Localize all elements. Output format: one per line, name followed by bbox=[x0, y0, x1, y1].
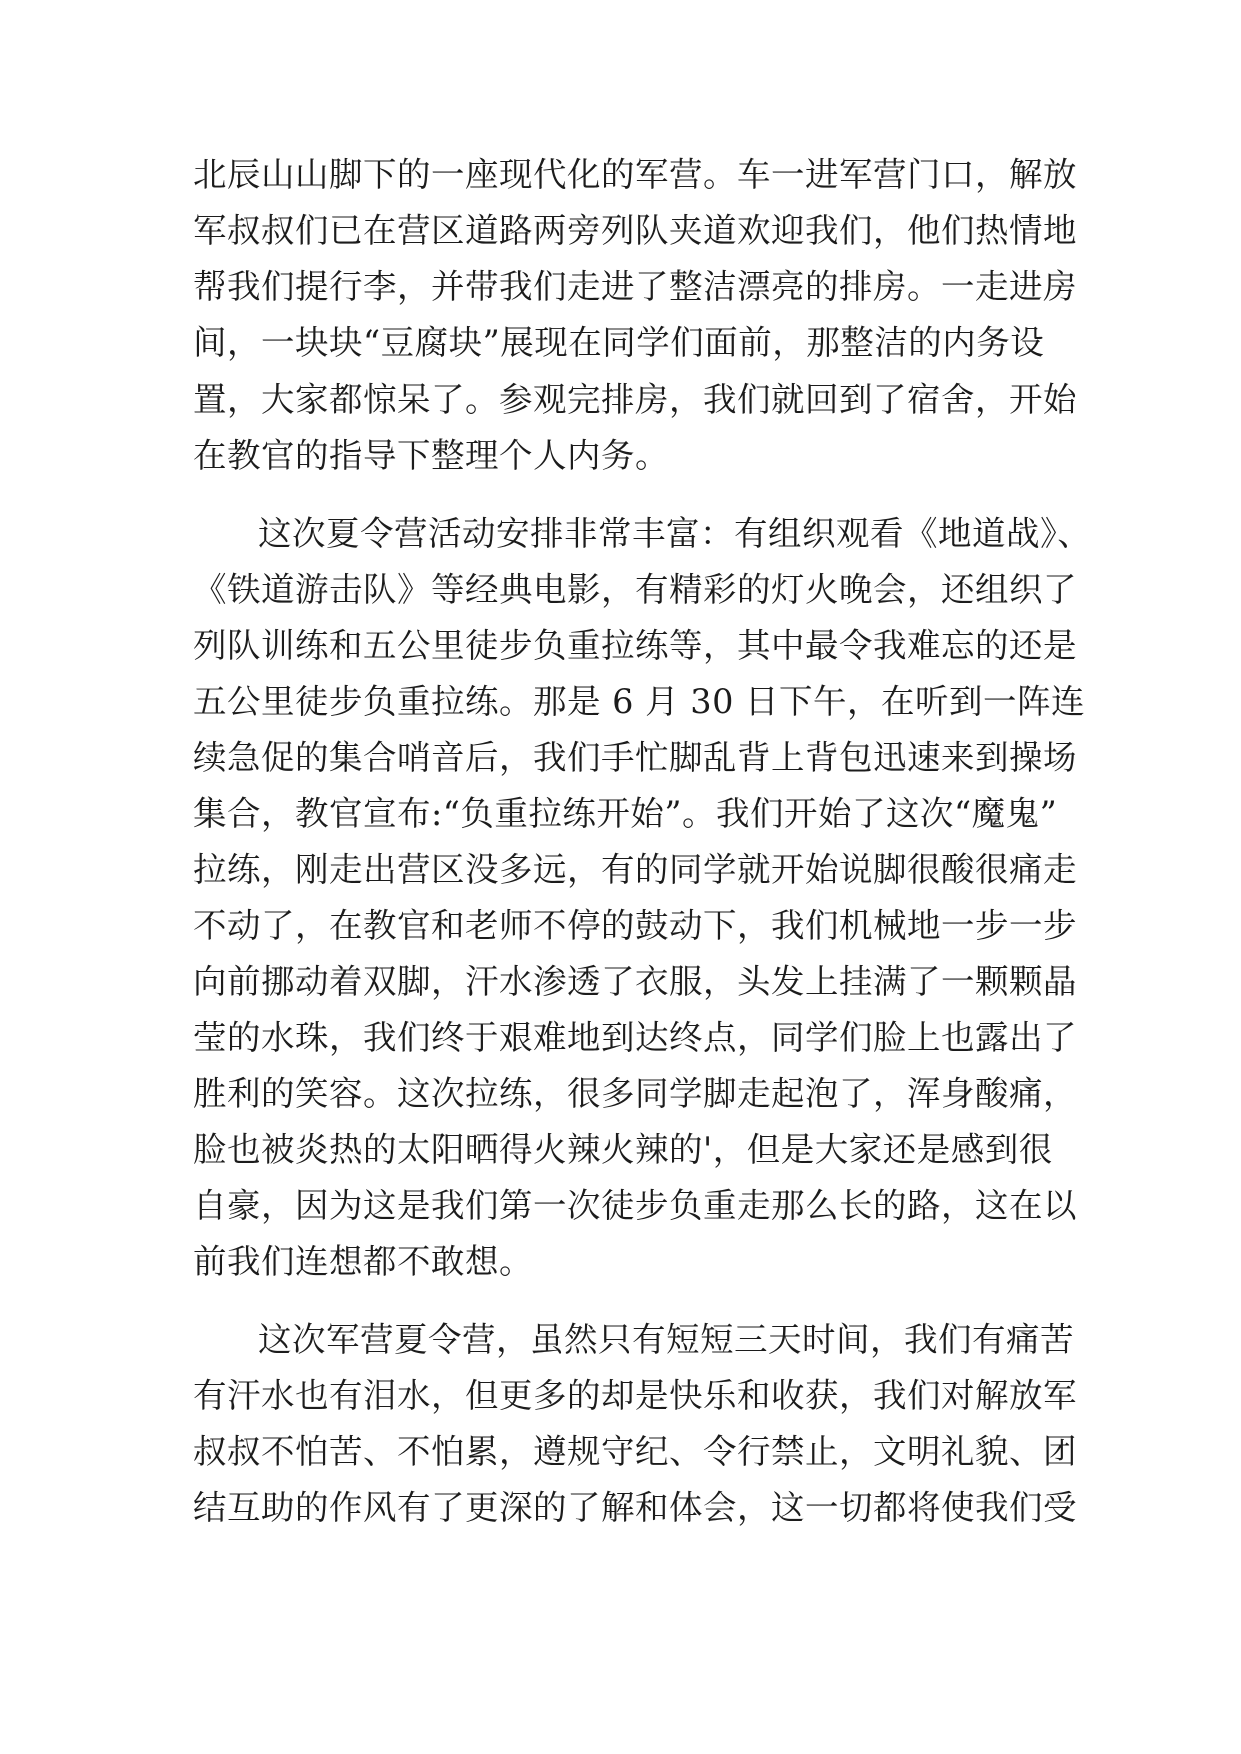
text-line: 《铁道游击队》等经典电影，有精彩的灯火晚会，还组织了 bbox=[193, 570, 1077, 609]
text-line: 这次军营夏令营，虽然只有短短三天时间，我们有痛苦 bbox=[258, 1320, 1074, 1359]
text-line: 五公里徒步负重拉练。那是 6 月 30 日下午，在听到一阵连 bbox=[193, 682, 1086, 721]
text-line: 列队训练和五公里徒步负重拉练等，其中最令我难忘的还是 bbox=[193, 626, 1077, 665]
text-line: 北辰山山脚下的一座现代化的军营。车一进军营门口，解放 bbox=[193, 155, 1077, 194]
text-line: 前我们连想都不敢想。 bbox=[193, 1242, 533, 1281]
text-line: 向前挪动着双脚，汗水渗透了衣服，头发上挂满了一颗颗晶 bbox=[193, 962, 1077, 1001]
text-line: 自豪，因为这是我们第一次徒步负重走那么长的路，这在以 bbox=[193, 1186, 1077, 1225]
text-line: 有汗水也有泪水，但更多的却是快乐和收获，我们对解放军 bbox=[193, 1376, 1077, 1415]
text-line: 拉练，刚走出营区没多远，有的同学就开始说脚很酸很痛走 bbox=[193, 850, 1077, 889]
text-line: 这次夏令营活动安排非常丰富：有组织观看《地道战》、 bbox=[258, 514, 1092, 553]
text-line: 间，一块块“豆腐块”展现在同学们面前，那整洁的内务设 bbox=[193, 323, 1045, 362]
text-line: 脸也被炎热的太阳晒得火辣火辣的'，但是大家还是感到很 bbox=[193, 1130, 1053, 1169]
text-line: 不动了，在教官和老师不停的鼓动下，我们机械地一步一步 bbox=[193, 906, 1077, 945]
text-line: 叔叔不怕苦、不怕累，遵规守纪、令行禁止，文明礼貌、团 bbox=[193, 1432, 1077, 1471]
text-line: 胜利的笑容。这次拉练，很多同学脚走起泡了，浑身酸痛， bbox=[193, 1074, 1077, 1113]
text-line: 置，大家都惊呆了。参观完排房，我们就回到了宿舍，开始 bbox=[193, 380, 1077, 419]
text-line: 在教官的指导下整理个人内务。 bbox=[193, 436, 669, 475]
text-line: 莹的水珠，我们终于艰难地到达终点，同学们脸上也露出了 bbox=[193, 1018, 1077, 1057]
text-line: 续急促的集合哨音后，我们手忙脚乱背上背包迅速来到操场 bbox=[193, 738, 1077, 777]
text-line: 集合，教官宣布:“负重拉练开始”。我们开始了这次“魔鬼” bbox=[193, 794, 1058, 833]
text-line: 帮我们提行李，并带我们走进了整洁漂亮的排房。一走进房 bbox=[193, 267, 1077, 306]
text-line: 结互助的作风有了更深的了解和体会，这一切都将使我们受 bbox=[193, 1488, 1077, 1527]
text-line: 军叔叔们已在营区道路两旁列队夹道欢迎我们，他们热情地 bbox=[193, 211, 1077, 250]
